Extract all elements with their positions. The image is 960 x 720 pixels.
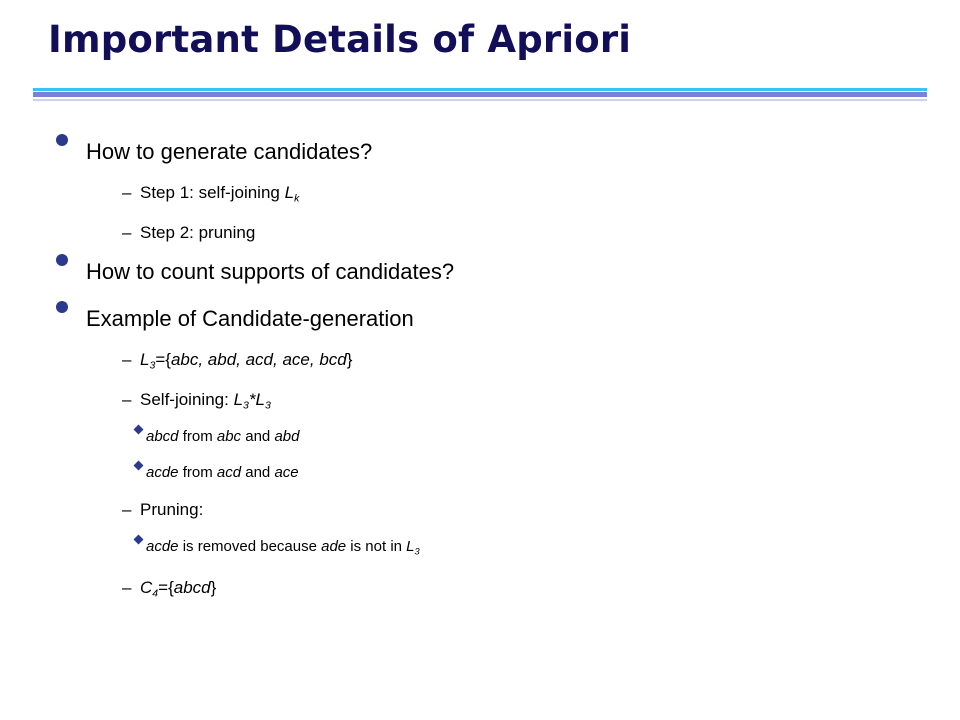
- dash-marker: –: [122, 223, 132, 242]
- sub-bullet-text: Pruning:: [140, 500, 204, 519]
- diamond-bullet-icon: [134, 425, 144, 435]
- diamond-bullet-icon: [134, 461, 144, 471]
- sub-bullet-text: $L_3=\{abc$, abd, acd, ace, bcd}: [140, 350, 353, 372]
- bullet-circle-icon: [56, 301, 68, 313]
- sub-sub-bullet-text: acde from acd and ace: [146, 464, 299, 481]
- sub-bullet-text: $C_4=\{abcd\}$: [140, 578, 217, 600]
- bullet-circle-icon: [56, 134, 68, 146]
- dash-marker: –: [122, 350, 132, 369]
- sub-sub-bullet-text: acde is removed because ade is not in $L_3$: [146, 538, 420, 557]
- bullet-circle-icon: [56, 254, 68, 266]
- sub-bullet-text: Self-joining: $L_3*L_3$: [140, 390, 271, 412]
- diamond-bullet-icon: [134, 535, 144, 545]
- dash-marker: –: [122, 500, 132, 519]
- bullet-text: How to generate candidates?: [86, 139, 373, 164]
- sub-bullet-text: Step 1: self-joining $L_k$: [140, 183, 300, 205]
- dash-marker: –: [122, 390, 132, 409]
- sub-bullet-text: Step 2: pruning: [140, 223, 256, 242]
- bullet-text: Example of Candidate-generation: [86, 306, 414, 331]
- dash-marker: –: [122, 183, 132, 202]
- sub-sub-bullet-text: abcd from abc and abd: [146, 428, 300, 445]
- slide-title: Important Details of Apriori: [48, 18, 632, 61]
- dash-marker: –: [122, 578, 132, 597]
- bullet-text: How to count supports of candidates?: [86, 259, 455, 284]
